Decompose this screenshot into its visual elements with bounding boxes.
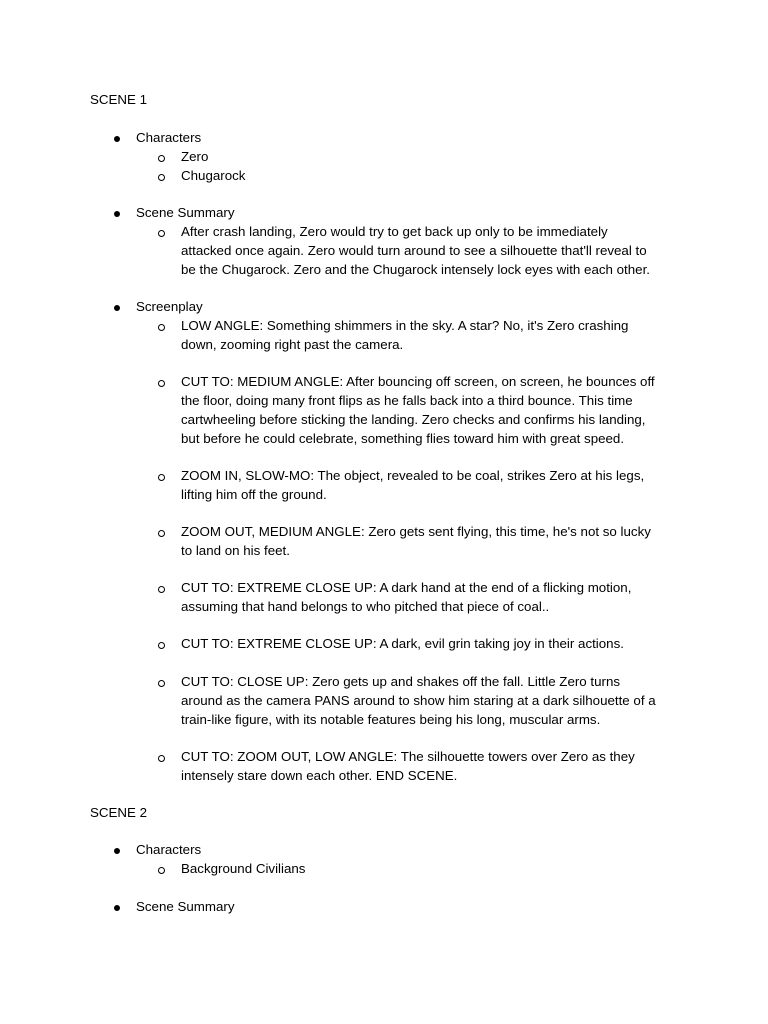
bullet-icon (114, 305, 120, 311)
shot-line: CUT TO: ZOOM OUT, LOW ANGLE: The silhouette towers over Zero as they (181, 749, 635, 764)
shot-line: but before he could celebrate, something flies toward him with great speed. (181, 431, 625, 446)
shot-line: lifting him off the ground. (181, 487, 327, 502)
summary-line: After crash landing, Zero would try to get back up only to be immediately (181, 224, 608, 239)
shot-line: ZOOM IN, SLOW-MO: The object, revealed to be coal, strikes Zero at his legs, (181, 468, 645, 483)
shot-line: CUT TO: EXTREME CLOSE UP: A dark hand at the end of a flicking motion, (181, 580, 632, 595)
shot-line: cartwheeling before sticking the landing. Zero checks and confirms his landing, (181, 412, 646, 427)
section-label: Scene Summary (136, 205, 235, 220)
shot-line: train-like figure, with its notable features being his long, muscular arms. (181, 712, 601, 727)
shot-line: to land on his feet. (181, 543, 290, 558)
hollow-bullet-icon (158, 380, 165, 387)
shot-line: intensely stare down each other. END SCENE. (181, 768, 458, 783)
hollow-bullet-icon (158, 586, 165, 593)
hollow-bullet-icon (158, 324, 165, 331)
shot-line: LOW ANGLE: Something shimmers in the sky. A star? No, it's Zero crashing (181, 318, 629, 333)
hollow-bullet-icon (158, 680, 165, 687)
bullet-icon (114, 848, 120, 854)
summary-line: attacked once again. Zero would turn around to see a silhouette that'll reveal to (181, 243, 647, 258)
shot-line: CUT TO: CLOSE UP: Zero gets up and shakes off the fall. Little Zero turns (181, 674, 621, 689)
shot-line: assuming that hand belongs to who pitched that piece of coal.. (181, 599, 550, 614)
hollow-bullet-icon (158, 155, 165, 162)
hollow-bullet-icon (158, 530, 165, 537)
shot-line: CUT TO: EXTREME CLOSE UP: A dark, evil grin taking joy in their actions. (181, 636, 624, 651)
shot-line: down, zooming right past the camera. (181, 337, 404, 352)
character-item: Chugarock (181, 168, 246, 183)
section-label: Characters (136, 130, 202, 145)
bullet-icon (114, 905, 120, 911)
shot-line: around as the camera PANS around to show him staring at a dark silhouette of a (181, 693, 656, 708)
shot-line: ZOOM OUT, MEDIUM ANGLE: Zero gets sent flying, this time, he's not so lucky (181, 524, 651, 539)
hollow-bullet-icon (158, 755, 165, 762)
shot-line: CUT TO: MEDIUM ANGLE: After bouncing off screen, on screen, he bounces off (181, 374, 655, 389)
section-label: Characters (136, 842, 202, 857)
bullet-icon (114, 136, 120, 142)
section-label: Scene Summary (136, 899, 235, 914)
hollow-bullet-icon (158, 174, 165, 181)
section-label: Screenplay (136, 299, 203, 314)
hollow-bullet-icon (158, 642, 165, 649)
hollow-bullet-icon (158, 474, 165, 481)
summary-line: be the Chugarock. Zero and the Chugarock intensely lock eyes with each other. (181, 262, 650, 277)
scene-heading: SCENE 1 (90, 92, 148, 107)
hollow-bullet-icon (158, 867, 165, 874)
scene-heading: SCENE 2 (90, 805, 148, 820)
character-item: Background Civilians (181, 861, 306, 876)
shot-line: the floor, doing many front flips as he falls back into a third bounce. This time (181, 393, 633, 408)
character-item: Zero (181, 149, 209, 164)
hollow-bullet-icon (158, 230, 165, 237)
bullet-icon (114, 211, 120, 217)
